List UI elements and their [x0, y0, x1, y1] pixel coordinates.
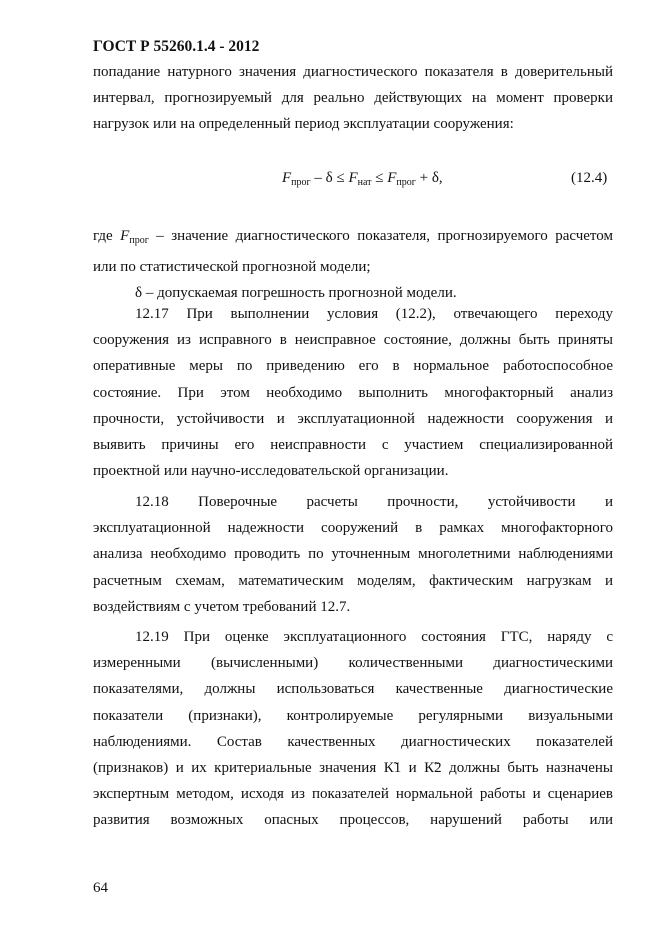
text-line: попадание натурного значения диагностического показателя в доверительный — [93, 64, 613, 80]
text-line: анализа необходимо проводить по уточненным многолетними наблюдениями — [93, 546, 613, 563]
formula-operator: – δ ≤ — [310, 170, 349, 186]
text-line: расчетным схемам, математическим моделям, фактическим нагрузкам и — [93, 572, 613, 589]
formula-subscript: прог — [291, 177, 311, 188]
paragraph-12-19 — [93, 624, 613, 834]
intro-paragraph — [93, 59, 613, 138]
page-number: 64 — [93, 880, 108, 896]
text-line: или по статистической прогнозной модели; — [93, 259, 371, 276]
text-line: 12.17 При выполнении условия (12.2), отвечающего переходу — [135, 306, 613, 322]
where-text: – значение диагностического показателя, прогнозируемого расчетом — [148, 228, 613, 244]
text-line: показатели (признаки), контролируемые регулярными визуальными — [93, 707, 613, 724]
text-line: 12.18 Поверочные расчеты прочности, устойчивости и — [135, 494, 613, 510]
paragraph-12-18 — [93, 489, 613, 620]
paragraph-12-17 — [93, 301, 613, 484]
formula-symbol: F — [348, 170, 358, 186]
text-line: измеренными (вычисленными) количественными диагностическими — [93, 655, 613, 672]
formula-12-4 — [282, 170, 443, 188]
text-line: показателями, должны использоваться качественные диагностические — [93, 681, 613, 698]
text-line: 12.19 При оценке эксплуатационного состояния ГТС, наряду с — [135, 629, 613, 645]
formula-subscript: прог — [396, 177, 416, 188]
text-line: интервал, прогнозируемый для реально действующих на момент проверки — [93, 90, 613, 107]
delta-definition: δ – допускаемая погрешность прогнозной модели. — [135, 285, 457, 302]
text-line: наблюдениями. Состав качественных диагностических показателей — [93, 733, 613, 750]
formula-subscript: прог — [129, 235, 149, 246]
document-header: ГОСТ Р 55260.1.4 - 2012 — [93, 38, 260, 55]
text-line — [93, 223, 613, 254]
formula-operator: ≤ — [371, 170, 388, 186]
text-line: нагрузок или на определенный период эксплуатации сооружения: — [93, 116, 514, 133]
text-line: оперативные меры по приведению его в нормальное работоспособное — [93, 358, 613, 375]
formula-operator: + δ, — [415, 170, 443, 186]
where-prefix: где — [93, 228, 121, 244]
text-line: (признаков) и их критериальные значения К̃1 и К̃2 должны быть назначены — [93, 760, 613, 777]
formula-symbol: F — [387, 170, 397, 186]
formula-symbol: F — [282, 170, 292, 186]
equation-number: (12.4) — [571, 170, 608, 186]
formula-subscript: нат — [357, 177, 372, 188]
text-line: эксплуатационной надежности сооружений в рамках многофакторного — [93, 520, 613, 537]
text-line: сооружения из исправного в неисправное состояние, должны быть приняты — [93, 332, 613, 349]
text-line: воздействиям с учетом требований 12.7. — [93, 598, 351, 615]
text-line: развития возможных опасных процессов, нарушений работы или — [93, 812, 613, 829]
text-line: выявить причины его неисправности с участием специализированной — [93, 437, 613, 454]
text-line: прочности, устойчивости и эксплуатационной надежности сооружения и — [93, 410, 613, 427]
where-paragraph — [93, 223, 613, 307]
text-line: состояние. При этом необходимо выполнить многофакторный анализ — [93, 384, 613, 401]
text-line: экспертным методом, исходя из показателей нормальной работы и сценариев — [93, 786, 613, 803]
text-line: проектной или научно-исследовательской организации. — [93, 463, 449, 480]
formula-symbol: F — [120, 228, 130, 244]
